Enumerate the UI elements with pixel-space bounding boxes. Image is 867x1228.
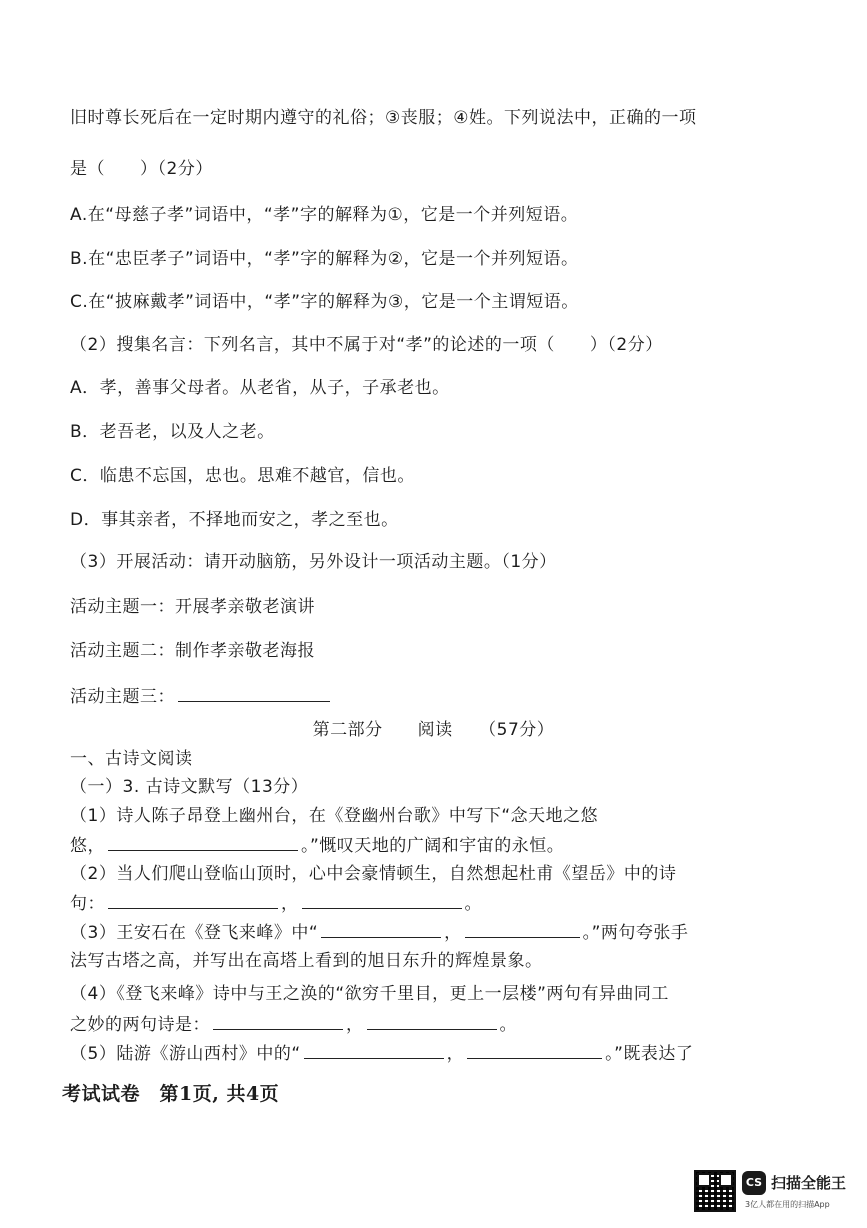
text-fragment: 之妙的两句诗是： (70, 1015, 210, 1035)
answer-blank[interactable] (367, 1013, 497, 1030)
question-2: （2）搜集名言：下列名言，其中不属于对“孝”的论述的一项（ ）（2分） (70, 335, 663, 355)
activity-theme-3 (70, 685, 333, 708)
question-text-line (70, 921, 688, 944)
question-text-line: （2）当人们爬山登临山顶时，心中会豪情顿生，自然想起杜甫《望岳》中的诗 (70, 864, 677, 884)
text-fragment: ， (281, 894, 299, 914)
text-fragment: ， (444, 923, 462, 943)
text-fragment: ， (446, 1044, 465, 1064)
scanner-logo-icon: CS (742, 1171, 766, 1195)
text-fragment: 。”既表达了 (605, 1044, 694, 1064)
option-c: C．临患不忘国，忠也。思难不越官，信也。 (70, 466, 415, 486)
scanner-brand-name: 扫描全能王 (771, 1174, 847, 1192)
question-text-line: （4）《登飞来峰》诗中与王之涣的“欲穷千里目，更上一层楼”两句有异曲同工 (70, 984, 669, 1004)
answer-blank[interactable] (178, 685, 330, 702)
scanner-tagline: 3亿人都在用的扫描App (745, 1200, 830, 1209)
answer-blank[interactable] (108, 834, 298, 851)
option-d: D．事其亲者，不择地而安之，孝之至也。 (70, 510, 399, 530)
text-fragment: （3）王安石在《登飞来峰》中“ (70, 923, 319, 943)
text-fragment: 。 (499, 1015, 517, 1035)
answer-blank[interactable] (108, 892, 278, 909)
answer-blank[interactable] (213, 1013, 343, 1030)
question-text-line: 是（ ）（2分） (70, 159, 213, 179)
question-text-line (70, 892, 482, 915)
option-b: B.在“忠臣孝子”词语中，“孝”字的解释为②，它是一个并列短语。 (70, 249, 579, 269)
activity-theme-3-label: 活动主题三： (70, 687, 175, 707)
text-fragment: 句： (70, 894, 105, 914)
option-a: A．孝，善事父母者。从老省，从子，子承老也。 (70, 378, 450, 398)
activity-theme-2: 活动主题二：制作孝亲敬老海报 (70, 641, 315, 661)
question-text-line (70, 1042, 693, 1065)
qr-code-icon (694, 1170, 736, 1212)
page-footer: 考试试卷 第1页, 共4页 (62, 1083, 280, 1105)
question-text-line (70, 1013, 517, 1036)
option-a: A.在“母慈子孝”词语中，“孝”字的解释为①，它是一个并列短语。 (70, 205, 579, 225)
activity-theme-1: 活动主题一：开展孝亲敬老演讲 (70, 597, 315, 617)
answer-blank[interactable] (304, 1042, 444, 1059)
question-text-line: 旧时尊长死后在一定时期内遵守的礼俗；③丧服；④姓。下列说法中，正确的一项 (70, 108, 697, 128)
text-fragment: 。”慨叹天地的广阔和宇宙的永恒。 (301, 836, 565, 856)
question-text-line (70, 834, 564, 857)
text-fragment: （5）陆游《游山西村》中的“ (70, 1044, 301, 1064)
answer-blank[interactable] (302, 892, 462, 909)
answer-blank[interactable] (321, 921, 441, 938)
question-heading: （一）3. 古诗文默写（13分） (70, 777, 309, 797)
answer-blank[interactable] (465, 921, 580, 938)
question-text-line: 法写古塔之高，并写出在高塔上看到的旭日东升的辉煌景象。 (70, 951, 543, 971)
question-text-line: （1）诗人陈子昂登上幽州台，在《登幽州台歌》中写下“念天地之悠 (70, 806, 599, 826)
text-fragment: 。 (464, 894, 482, 914)
option-c: C.在“披麻戴孝”词语中，“孝”字的解释为③，它是一个主谓短语。 (70, 292, 579, 312)
text-fragment: ， (346, 1015, 364, 1035)
option-b: B．老吾老，以及人之老。 (70, 422, 275, 442)
text-fragment: 。”两句夸张手 (582, 923, 689, 943)
text-fragment: 悠， (70, 836, 105, 856)
section-heading: 第二部分 阅读 （57分） (312, 720, 555, 740)
subsection-heading: 一、古诗文阅读 (70, 749, 193, 769)
answer-blank[interactable] (467, 1042, 602, 1059)
question-3: （3）开展活动：请开动脑筋，另外设计一项活动主题。（1分） (70, 552, 557, 572)
